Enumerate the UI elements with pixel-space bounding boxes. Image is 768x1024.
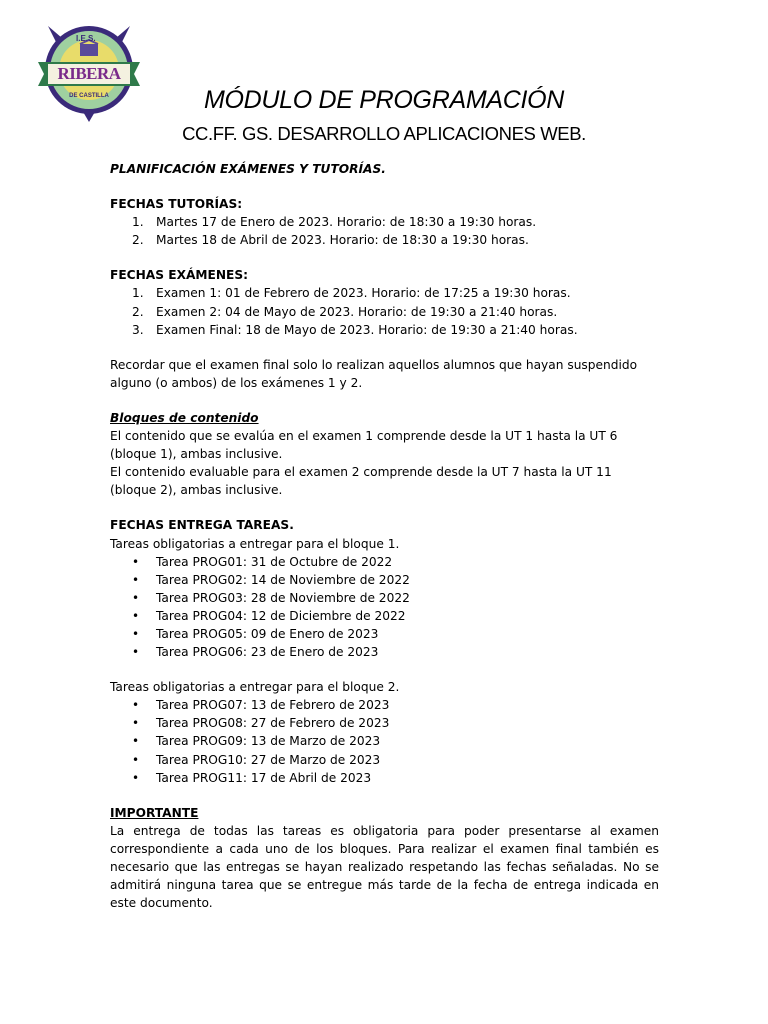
list-item-text: Examen 1: 01 de Febrero de 2023. Horario: de 17:25 a 19:30 horas. [156, 286, 571, 301]
examenes-list [110, 284, 659, 338]
document-body [110, 160, 659, 912]
list-item [110, 643, 659, 661]
bloques-line-4: (bloque 2), ambas inclusive. [110, 483, 283, 498]
list-item-text: Martes 18 de Abril de 2023. Horario: de 18:30 a 19:30 horas. [156, 233, 529, 248]
planificacion-heading: PLANIFICACIÓN EXÁMENES Y TUTORÍAS. [110, 162, 386, 176]
tutorias-heading: FECHAS TUTORÍAS: [110, 197, 243, 212]
list-item-text: Tarea PROG08: 27 de Febrero de 2023 [156, 716, 390, 731]
list-item-text: Tarea PROG04: 12 de Diciembre de 2022 [156, 608, 406, 623]
list-number: 3. [132, 322, 144, 337]
list-item [110, 553, 659, 571]
bloque1-intro: Tareas obligatorias a entregar para el bloque 1. [110, 536, 400, 551]
list-item [110, 213, 659, 231]
importante-text: La entrega de todas las tareas es obligatoria para poder presentarse al examen correspondiente a cada uno de los bloques. Para realizar el examen final también es necesario que las entregas se hayan realizado respetando las fechas señaladas. No se admitirá ninguna tarea que se entregue más tarde de la fecha de entrega indicada en este documento. [110, 823, 659, 911]
recordar-line-1: Recordar que el examen final solo lo realizan aquellos alumnos que hayan suspendido [110, 357, 638, 372]
list-item [110, 321, 659, 339]
tareas-heading: FECHAS ENTREGA TAREAS. [110, 518, 294, 533]
bullet-icon: • [132, 590, 140, 605]
list-number: 1. [132, 215, 144, 230]
list-item-text: Tarea PROG02: 14 de Noviembre de 2022 [156, 572, 410, 587]
list-item-text: Examen Final: 18 de Mayo de 2023. Horario: de 19:30 a 21:40 horas. [156, 322, 578, 337]
list-item [110, 732, 659, 750]
list-item-text: Examen 2: 04 de Mayo de 2023. Horario: de 19:30 a 21:40 horas. [156, 304, 558, 319]
list-item [110, 696, 659, 714]
list-item-text: Martes 17 de Enero de 2023. Horario: de 18:30 a 19:30 horas. [156, 215, 537, 230]
recordar-line-2: alguno (o ambos) de los exámenes 1 y 2. [110, 375, 363, 390]
importante-heading: IMPORTANTE [110, 805, 199, 820]
list-item-text: Tarea PROG01: 31 de Octubre de 2022 [156, 554, 393, 569]
bullet-icon: • [132, 645, 140, 660]
page-title: MÓDULO DE PROGRAMACIÓN [203, 86, 565, 114]
bullet-icon: • [132, 770, 140, 785]
tutorias-list [110, 213, 659, 249]
list-number: 2. [132, 233, 144, 248]
list-item [110, 769, 659, 787]
bullet-icon: • [132, 698, 140, 713]
logo-main-text: RIBERA [57, 64, 121, 83]
bloques-line-2: (bloque 1), ambas inclusive. [110, 447, 283, 462]
bullet-icon: • [132, 572, 140, 587]
logo-bottom-text: DE CASTILLA [69, 93, 109, 99]
bloque2-intro: Tareas obligatorias a entregar para el bloque 2. [110, 680, 400, 695]
list-item [110, 714, 659, 732]
list-item [110, 303, 659, 321]
list-item-text: Tarea PROG11: 17 de Abril de 2023 [156, 770, 372, 785]
bloques-line-3: El contenido evaluable para el examen 2 comprende desde la UT 7 hasta la UT 11 [110, 465, 612, 480]
bullet-icon: • [132, 608, 140, 623]
bullet-icon: • [132, 716, 140, 731]
bloques-line-1: El contenido que se evalúa en el examen 1 comprende desde la UT 1 hasta la UT 6 [110, 429, 618, 444]
list-item-text: Tarea PROG07: 13 de Febrero de 2023 [156, 698, 390, 713]
list-item [110, 607, 659, 625]
bullet-icon: • [132, 554, 140, 569]
logo-top-text: I.E.S. [76, 34, 96, 43]
bullet-icon: • [132, 626, 140, 641]
list-number: 1. [132, 286, 144, 301]
list-item [110, 571, 659, 589]
list-item-text: Tarea PROG09: 13 de Marzo de 2023 [156, 734, 381, 749]
list-item-text: Tarea PROG06: 23 de Enero de 2023 [156, 645, 379, 660]
bullet-icon: • [132, 752, 140, 767]
list-item [110, 589, 659, 607]
list-item [110, 231, 659, 249]
list-number: 2. [132, 304, 144, 319]
list-item [110, 284, 659, 302]
page-subtitle: CC.FF. GS. DESARROLLO APLICACIONES WEB. [182, 123, 586, 144]
bloque1-task-list [110, 553, 659, 662]
list-item [110, 751, 659, 769]
bullet-icon: • [132, 734, 140, 749]
examenes-heading: FECHAS EXÁMENES: [110, 268, 249, 283]
bloque2-task-list [110, 696, 659, 786]
list-item-text: Tarea PROG05: 09 de Enero de 2023 [156, 626, 379, 641]
list-item-text: Tarea PROG03: 28 de Noviembre de 2022 [156, 590, 410, 605]
list-item-text: Tarea PROG10: 27 de Marzo de 2023 [156, 752, 381, 767]
bloques-heading: Bloques de contenido [110, 410, 259, 425]
list-item [110, 625, 659, 643]
